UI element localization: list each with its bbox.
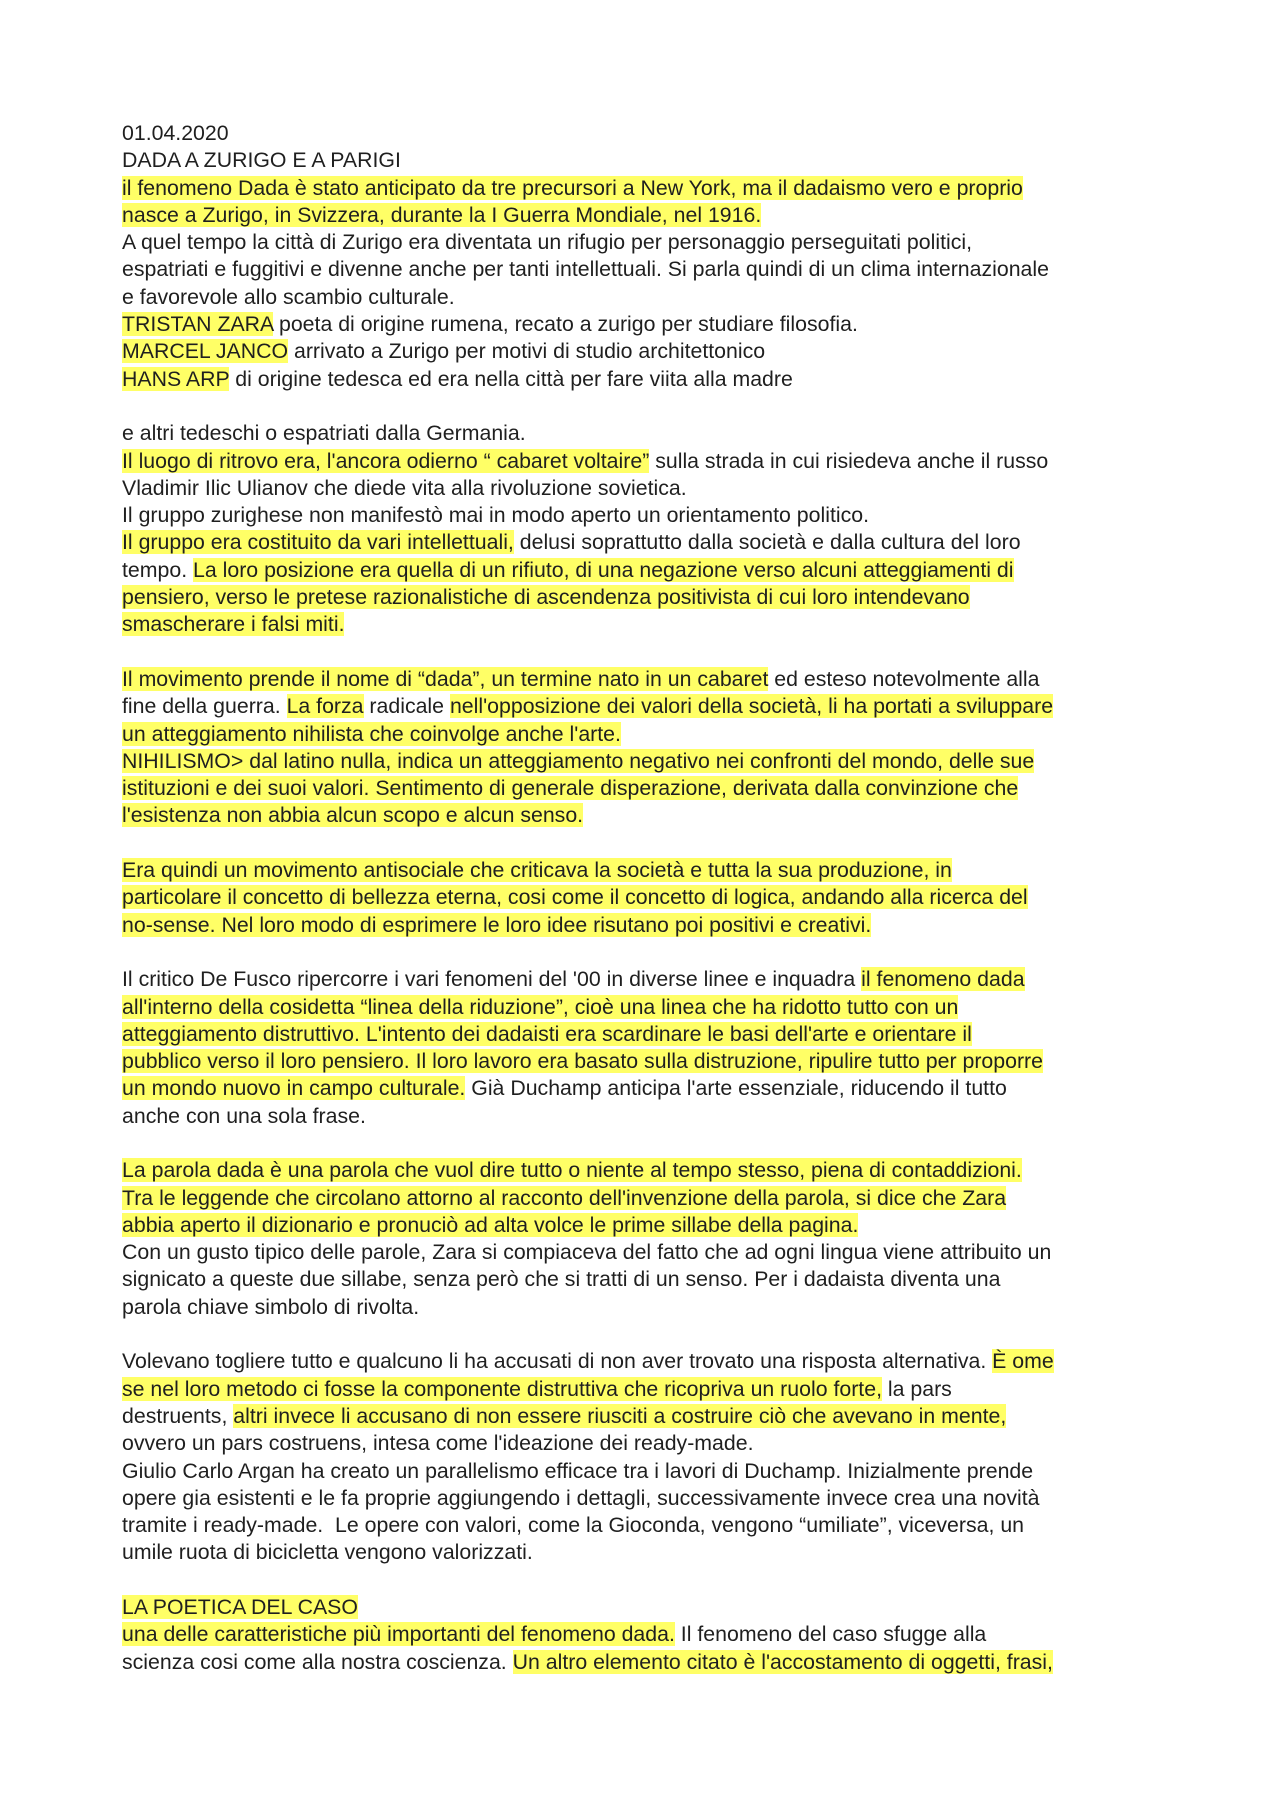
text-segment: tempo. (122, 557, 194, 582)
highlighted-text: pensiero, verso le pretese razionalistiche di ascendenza positivista di cui loro intendevano (122, 585, 970, 610)
text-line (122, 857, 1202, 884)
text-line (122, 693, 1202, 720)
text-line (122, 420, 1202, 447)
blank (122, 1321, 1202, 1348)
text-segment: la pars (881, 1376, 952, 1401)
highlighted-text: se nel loro metodo ci fosse la componente distruttiva che ricopriva un ruolo forte, (122, 1376, 882, 1401)
text-segment: Il fenomeno del caso sfugge alla (674, 1622, 987, 1647)
text-segment: ovvero un pars costruens, intesa come l'ideazione dei ready-made. (122, 1431, 754, 1456)
text-segment: delusi soprattutto dalla società e dalla cultura del loro (513, 530, 1021, 555)
text-line (122, 1376, 1202, 1403)
highlighted-text: nell'opposizione dei valori della società, li ha portati a sviluppare (449, 694, 1054, 719)
highlighted-text: Un altro elemento citato è l'accostamento di oggetti, frasi, (512, 1649, 1053, 1674)
text-segment: scienza cosi come alla nostra coscienza. (122, 1649, 513, 1674)
text-segment: parola chiave simbolo di rivolta. (122, 1294, 420, 1319)
blank (122, 1567, 1202, 1594)
highlighted-text: altri invece li accusano di non essere riusciti a costruire ciò che avevano in mente, (233, 1403, 1007, 1428)
highlighted-text: l'esistenza non abbia alcun scopo e alcun senso. (122, 803, 584, 828)
highlighted-text: La forza (286, 694, 364, 719)
text-line (122, 721, 1202, 748)
highlighted-text: no-sense. Nel loro modo di esprimere le loro idee risutano poi positivi e creativi. (122, 912, 872, 937)
highlighted-text: Tra le leggende che circolano attorno al racconto dell'invenzione della parola, si dice che Zara (122, 1185, 1007, 1210)
highlighted-text: Il movimento prende il nome di “dada”, un termine nato in un cabaret (122, 666, 769, 691)
highlighted-text: il fenomeno dada (861, 967, 1025, 992)
blank (122, 830, 1202, 857)
text-line (122, 1103, 1202, 1130)
text-line (122, 884, 1202, 911)
text-segment: Vladimir Ilic Ulianov che diede vita alla rivoluzione sovietica. (122, 475, 687, 500)
text-segment: A quel tempo la città di Zurigo era diventata un rifugio per personaggio perseguitati politici, (122, 230, 973, 255)
text-line (122, 1512, 1202, 1539)
text-segment: Giulio Carlo Argan ha creato un parallelismo efficace tra i lavori di Duchamp. Inizialmente prende (122, 1458, 1034, 1483)
text-line (122, 1649, 1202, 1676)
text-line (122, 1021, 1202, 1048)
highlighted-text: atteggiamento distruttivo. L'intento dei dadaisti era scardinare le basi dell'arte e orientare il (122, 1021, 972, 1046)
text-segment: Il gruppo zurighese non manifestò mai in modo aperto un orientamento politico. (122, 503, 870, 528)
text-segment: Con un gusto tipico delle parole, Zara si compiaceva del fatto che ad ogni lingua viene attribuito un (122, 1240, 1052, 1265)
highlighted-text: particolare il concetto di bellezza eterna, cosi come il concetto di logica, andando alla ricerca del (122, 885, 1028, 910)
highlighted-text: LA POETICA DEL CASO (122, 1595, 358, 1620)
text-line (122, 1621, 1202, 1648)
highlighted-text: una delle caratteristiche più importanti del fenomeno dada. (122, 1622, 675, 1647)
highlighted-text: È ome (992, 1349, 1054, 1374)
text-segment: radicale (363, 694, 450, 719)
text-segment: 01.04.2020 (122, 121, 229, 145)
highlighted-text: Era quindi un movimento antisociale che criticava la società e tutta la sua produzione, in (122, 858, 952, 883)
text-segment: DADA A ZURIGO E A PARIGI (122, 148, 401, 173)
text-line (122, 611, 1202, 638)
text-segment: Il critico De Fusco ripercorre i vari fenomeni del '00 in diverse linee e inquadra (122, 967, 862, 992)
text-line (122, 912, 1202, 939)
text-line (122, 1348, 1202, 1375)
text-line (122, 1157, 1202, 1184)
text-line (122, 1539, 1202, 1566)
text-segment: arrivato a Zurigo per motivi di studio architettonico (288, 339, 766, 364)
text-segment: fine della guerra. (122, 694, 287, 719)
text-segment: tramite i ready-made. Le opere con valori, come la Gioconda, vengono “umiliate”, viceversa, un (122, 1513, 1025, 1538)
section-heading (122, 1594, 1202, 1621)
highlighted-text: La parola dada è una parola che vuol dire tutto o niente al tempo stesso, piena di contaddizioni. (122, 1158, 1022, 1183)
text-segment: espatriati e fuggitivi e divenne anche per tanti intellettuali. Si parla quindi di un clima internazionale (122, 257, 1049, 282)
text-segment: umile ruota di bicicletta vengono valorizzati. (122, 1540, 533, 1565)
blank (122, 393, 1202, 420)
text-line (122, 311, 1202, 338)
text-line (122, 1403, 1202, 1430)
text-line (122, 1048, 1202, 1075)
text-line (122, 966, 1202, 993)
text-line (122, 502, 1202, 529)
text-segment: sulla strada in cui risiedeva anche il russo (649, 448, 1049, 473)
blank (122, 639, 1202, 666)
date-line (122, 120, 1202, 147)
highlighted-text: il fenomeno Dada è stato anticipato da tre precursori a New York, ma il dadaismo vero e proprio (122, 175, 1023, 200)
text-segment: Già Duchamp anticipa l'arte essenziale, riducendo il tutto (465, 1076, 1007, 1101)
highlighted-text: un atteggiamento nihilista che coinvolge anche l'arte. (122, 721, 621, 746)
text-line (122, 1266, 1202, 1293)
highlighted-text: HANS ARP (122, 366, 230, 391)
highlighted-text: Il gruppo era costituito da vari intellettuali, (122, 530, 514, 555)
highlighted-text: pubblico verso il loro pensiero. Il loro lavoro era basato sulla distruzione, ripulire tutto per proporre (122, 1049, 1043, 1074)
text-line (122, 256, 1202, 283)
text-segment: anche con una sola frase. (122, 1103, 366, 1128)
highlighted-text: abbia aperto il dizionario e pronuciò ad alta volce le prime sillabe della pagina. (122, 1212, 859, 1237)
highlighted-text: all'interno della cosidetta “linea della riduzione”, cioè una linea che ha ridotto tutto con un (122, 994, 959, 1019)
text-segment: di origine tedesca ed era nella città per fare viita alla madre (229, 366, 793, 391)
text-line (122, 557, 1202, 584)
highlighted-text: Il luogo di ritrovo era, l'ancora odierno “ cabaret voltaire” (122, 448, 650, 473)
text-segment: e favorevole allo scambio culturale. (122, 284, 455, 309)
highlighted-text: istituzioni e dei suoi valori. Sentimento di generale disperazione, derivata dalla convinzione che (122, 776, 1019, 801)
text-line (122, 175, 1202, 202)
text-line (122, 202, 1202, 229)
text-line (122, 475, 1202, 502)
text-line (122, 229, 1202, 256)
highlighted-text: smascherare i falsi miti. (122, 612, 345, 637)
text-line (122, 338, 1202, 365)
text-line (122, 666, 1202, 693)
text-line (122, 1294, 1202, 1321)
text-line (122, 775, 1202, 802)
text-line (122, 584, 1202, 611)
text-line (122, 1485, 1202, 1512)
text-line (122, 1212, 1202, 1239)
text-line (122, 1185, 1202, 1212)
text-segment: signicato a queste due sillabe, senza però che si tratti di un senso. Per i dadaista diventa una (122, 1267, 1001, 1292)
text-line (122, 994, 1202, 1021)
text-segment: Volevano togliere tutto e qualcuno li ha accusati di non aver trovato una risposta alternativa. (122, 1349, 993, 1374)
highlighted-text: NIHILISMO> dal latino nulla, indica un atteggiamento negativo nei confronti del mondo, delle sue (122, 748, 1035, 773)
text-line (122, 748, 1202, 775)
text-line (122, 366, 1202, 393)
text-segment: e altri tedeschi o espatriati dalla Germania. (122, 421, 526, 446)
highlighted-text: un mondo nuovo in campo culturale. (122, 1076, 466, 1101)
text-segment: opere gia esistenti e le fa proprie aggiungendo i dettagli, successivamente invece crea una novità (122, 1485, 1040, 1510)
text-line (122, 529, 1202, 556)
text-line (122, 1458, 1202, 1485)
text-line (122, 1239, 1202, 1266)
highlighted-text: MARCEL JANCO (122, 339, 289, 364)
text-segment: destruents, (122, 1403, 234, 1428)
document-body (122, 120, 1202, 1676)
text-line (122, 1430, 1202, 1457)
text-line (122, 1075, 1202, 1102)
text-line (122, 284, 1202, 311)
highlighted-text: TRISTAN ZARA (122, 312, 274, 337)
highlighted-text: La loro posizione era quella di un rifiuto, di una negazione verso alcuni atteggiamenti di (193, 557, 1014, 582)
text-segment: poeta di origine rumena, recato a zurigo per studiare filosofia. (273, 312, 858, 337)
doc-title (122, 147, 1202, 174)
blank (122, 939, 1202, 966)
highlighted-text: nasce a Zurigo, in Svizzera, durante la I Guerra Mondiale, nel 1916. (122, 202, 762, 227)
text-line (122, 448, 1202, 475)
blank (122, 1130, 1202, 1157)
text-line (122, 802, 1202, 829)
text-segment: ed esteso notevolmente alla (768, 666, 1040, 691)
